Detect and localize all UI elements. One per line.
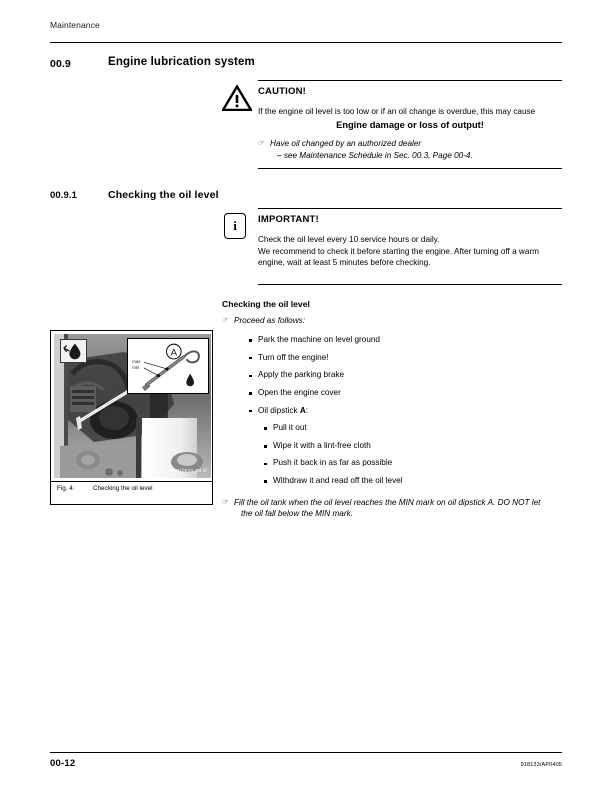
pointing-hand-icon: ☞ xyxy=(258,137,265,147)
document-id: 918133/AP0405 xyxy=(520,762,562,768)
figure-4 xyxy=(50,330,213,505)
subsection-number: 00.9.1 xyxy=(50,190,78,201)
important-text xyxy=(258,234,562,269)
important-line-1: Check the oil level every 10 service hours or daily. xyxy=(258,235,440,244)
pointing-hand-icon: ☞ xyxy=(222,315,229,324)
procedure-step-label: Withdraw it and read off the oil level xyxy=(273,476,403,486)
warning-triangle-icon xyxy=(222,85,252,111)
caution-text xyxy=(258,106,562,132)
procedure-intro xyxy=(222,315,562,327)
caution-title: CAUTION! xyxy=(258,86,307,97)
procedure-title: Checking the oil level xyxy=(222,299,310,309)
figure-caption-label: Fig. 4: xyxy=(57,485,75,492)
caution-rule-bottom xyxy=(258,168,562,169)
bullet-icon xyxy=(249,375,252,378)
procedure-closing-2: the oil fall below the MIN mark. xyxy=(241,509,353,519)
caution-emphasis: Engine damage or loss of output! xyxy=(336,119,484,130)
important-rule-top xyxy=(258,208,562,209)
figure-caption-text: Checking the oil level xyxy=(93,485,153,492)
procedure-intro-text: Proceed as follows: xyxy=(234,316,305,325)
procedure-step xyxy=(261,459,562,467)
header-rule xyxy=(50,42,562,43)
important-rule-bottom xyxy=(258,284,562,285)
procedure-step-label: Pull it out xyxy=(273,423,307,433)
procedure-step-label: Open the engine cover xyxy=(258,387,341,397)
procedure-step-label: Park the machine on level ground xyxy=(258,335,380,345)
oil-can-icon xyxy=(60,339,87,363)
figure-caption-rule xyxy=(51,481,212,482)
caution-note-text-1: Have oil changed by an authorized dealer xyxy=(270,138,422,148)
bullet-icon xyxy=(264,480,267,483)
bullet-icon xyxy=(264,445,267,448)
section-number: 00.9 xyxy=(50,58,71,70)
oil-can-glyph xyxy=(61,340,86,362)
procedure-step-label: Oil dipstick A: xyxy=(258,405,309,415)
figure-watermark: 34001b510_03.tif xyxy=(168,468,207,473)
important-line-2: We recommend to check it before starting the engine. After turning off a warm xyxy=(258,246,539,256)
pointing-hand-icon: ☞ xyxy=(222,496,229,506)
running-head: Maintenance xyxy=(50,20,100,30)
procedure-step-label: Push it back in as far as possible xyxy=(273,458,393,468)
procedure-step-label: Apply the parking brake xyxy=(258,370,345,380)
bullet-icon xyxy=(264,463,267,466)
bullet-icon xyxy=(249,410,252,413)
dipstick-callout-a: A xyxy=(170,347,177,359)
procedure-step xyxy=(261,477,562,485)
procedure-step xyxy=(261,442,562,450)
procedure-step xyxy=(246,407,562,415)
important-box xyxy=(222,208,562,288)
important-line-3: engine, wait at least 5 minutes before checking. xyxy=(258,258,431,268)
caution-note-2: – see Maintenance Schedule in Sec. 00.3, Page 00-4. xyxy=(277,150,473,160)
caution-rule-top xyxy=(258,80,562,81)
bullet-icon xyxy=(249,357,252,360)
page-number: 00-12 xyxy=(50,758,76,769)
section-title: Engine lubrication system xyxy=(108,56,255,68)
figure-caption xyxy=(57,485,153,492)
info-icon: i xyxy=(224,213,246,239)
procedure-step-label: Turn off the engine! xyxy=(258,352,329,362)
bullet-icon xyxy=(264,427,267,430)
bullet-icon xyxy=(249,392,252,395)
dipstick-max-label: max xyxy=(132,359,141,365)
dipstick-min-label: min xyxy=(132,364,140,370)
footer-rule xyxy=(50,752,562,753)
bullet-icon xyxy=(249,339,252,342)
subsection-title: Checking the oil level xyxy=(108,189,219,201)
important-title: IMPORTANT! xyxy=(258,214,319,225)
dipstick-ref: A xyxy=(299,405,306,415)
procedure-step xyxy=(246,336,562,344)
procedure-step xyxy=(261,424,562,432)
procedure-step-list xyxy=(222,336,562,485)
procedure-step xyxy=(246,371,562,379)
procedure-step xyxy=(246,354,562,362)
dipstick-inset xyxy=(127,338,209,394)
procedure-closing-text-1: Fill the oil tank when the oil level reaches the MIN mark on oil dipstick A. DO NOT let xyxy=(234,497,541,507)
caution-box xyxy=(222,80,562,172)
procedure-step xyxy=(246,389,562,397)
caution-line-1: If the engine oil level is too low or if an oil change is overdue, this may cause xyxy=(258,107,536,116)
engine-photo xyxy=(54,334,211,478)
dipstick-diagram xyxy=(128,339,208,393)
procedure-step-label: Wipe it with a lint-free cloth xyxy=(273,440,371,450)
caution-note-1 xyxy=(258,138,562,150)
procedure-closing-1 xyxy=(222,497,562,509)
procedure-block xyxy=(222,299,562,520)
